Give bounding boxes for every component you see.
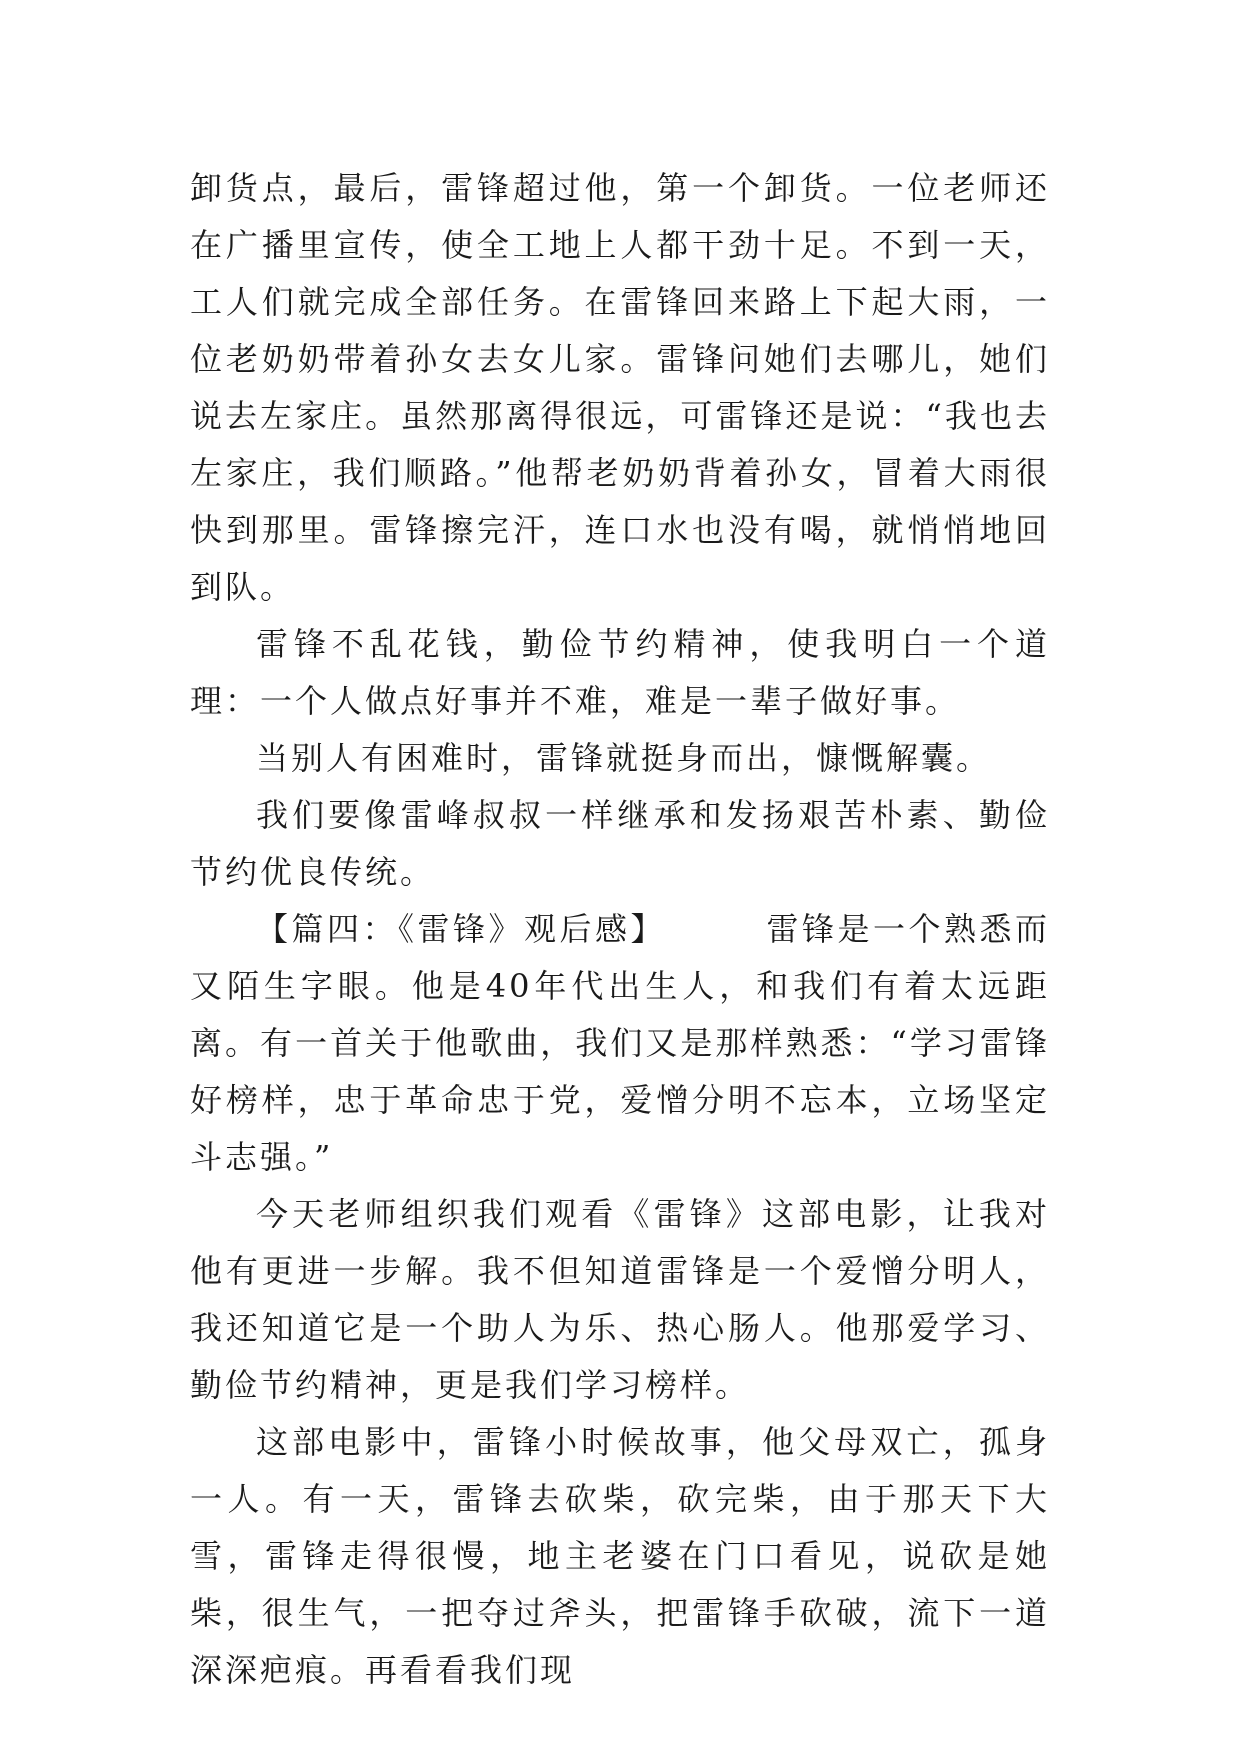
section-intro: 雷锋是一个熟悉而又陌生字眼。他是40年代出生人，和我们有着太远距离。有一首关于他歌曲，我们又是那样熟悉：“学习雷锋好榜样，忠于革命忠于党，爱憎分明不忘本，立场坚定斗志强。” xyxy=(190,910,1050,1176)
paragraph: 今天老师组织我们观看《雷锋》这部电影，让我对他有更进一步解。我不但知道雷锋是一个爱憎分明人，我还知道它是一个助人为乐、热心肠人。他那爱学习、勤俭节约精神，更是我们学习榜样。 xyxy=(190,1195,1050,1404)
paragraph: 当别人有困难时，雷锋就挺身而出，慷慨解囊。 xyxy=(256,739,992,777)
section-paragraph xyxy=(190,901,1050,1186)
section-heading: 【篇四：《雷锋》观后感】 xyxy=(256,910,666,948)
paragraph: 这部电影中，雷锋小时候故事，他父母双亡，孤身一人。有一天，雷锋去砍柴，砍完柴，由于那天下大雪，雷锋走得很慢，地主老婆在门口看见，说砍是她柴，很生气，一把夺过斧头，把雷锋手砍破，流下一道深深疤痕。再看看我们现 xyxy=(190,1423,1050,1689)
paragraph-continued: 卸货点，最后，雷锋超过他，第一个卸货。一位老师还在广播里宣传，使全工地上人都干劲十足。不到一天，工人们就完成全部任务。在雷锋回来路上下起大雨，一位老奶奶带着孙女去女儿家。雷锋问她们去哪儿，她们说去左家庄。虽然那离得很远，可雷锋还是说：“我也去左家庄，我们顺路。”他帮老奶奶背着孙女，冒着大雨很快到那里。雷锋擦完汗，连口水也没有喝，就悄悄地回到队。 xyxy=(190,169,1050,606)
paragraph: 雷锋不乱花钱，勤俭节约精神，使我明白一个道理：一个人做点好事并不难，难是一辈子做好事。 xyxy=(190,625,1050,720)
document-body xyxy=(190,160,1050,1699)
paragraph: 我们要像雷峰叔叔一样继承和发扬艰苦朴素、勤俭节约优良传统。 xyxy=(190,796,1050,891)
